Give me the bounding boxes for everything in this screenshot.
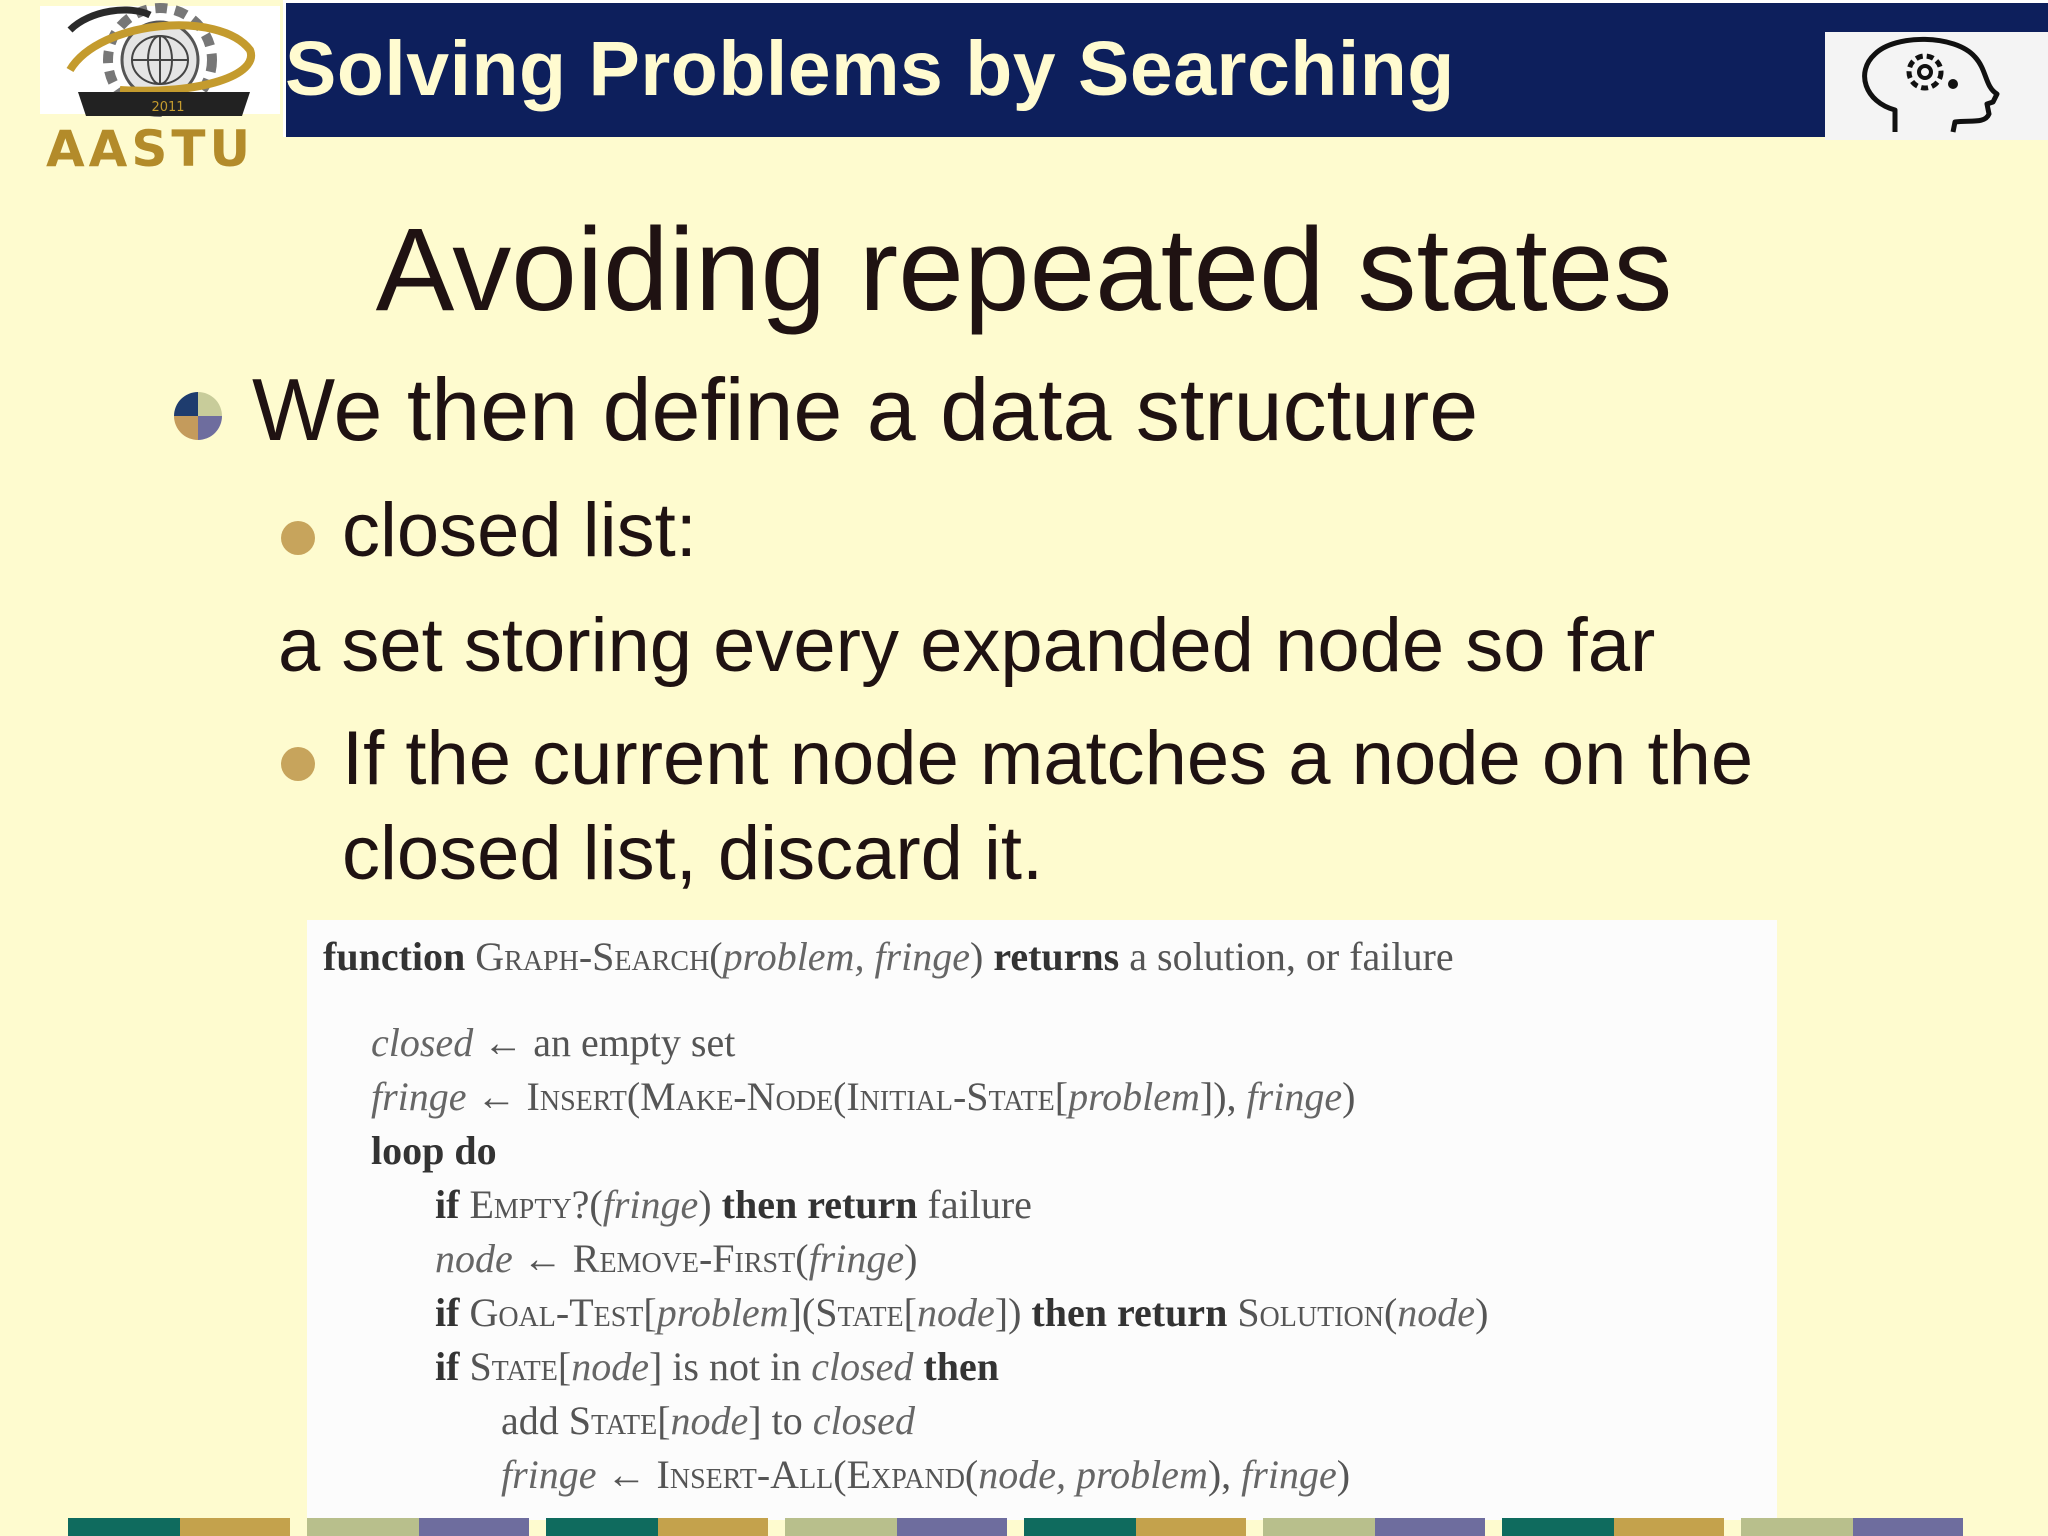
slide-title: Avoiding repeated states: [375, 204, 1673, 336]
footer-segment: [897, 1518, 1007, 1536]
footer-segment: [1502, 1518, 1614, 1536]
algo-line-4: loop do: [371, 1128, 497, 1173]
algo-line-3: fringe ← Insert(Make-Node(Initial-State[problem]), fringe): [371, 1074, 1356, 1119]
brain-gear-icon: [1825, 32, 2048, 140]
footer-segment: [68, 1518, 180, 1536]
logo-seal-year: 2011: [151, 100, 185, 115]
footer-color-strip: [0, 1518, 2048, 1536]
footer-segment: [1741, 1518, 1853, 1536]
algo-line-10: fringe ← Insert-All(Expand(node, problem), fringe): [501, 1452, 1351, 1497]
closed-list-definition: a set storing every expanded node so far: [278, 603, 1656, 688]
footer-segment: [546, 1518, 658, 1536]
algo-line-7: if Goal-Test[problem](State[node]) then return Solution(node): [435, 1290, 1489, 1335]
footer-segment: [785, 1518, 897, 1536]
footer-segment: [1853, 1518, 1963, 1536]
algo-line-6: node ← Remove-First(fringe): [435, 1236, 918, 1281]
algo-line-9: add State[node] to closed: [501, 1398, 915, 1443]
algo-line-8: if State[node] is not in closed then: [435, 1344, 999, 1389]
bullet-match-line2: closed list, discard it.: [342, 811, 1044, 896]
footer-segment: [1136, 1518, 1246, 1536]
footer-segment: [307, 1518, 419, 1536]
algo-line-1: function Graph-Search(problem, fringe) returns a solution, or failure: [323, 934, 1454, 979]
logo-text: AASTU: [45, 120, 255, 172]
header-title: Solving Problems by Searching: [285, 26, 1455, 112]
algo-line-5: if Empty?(fringe) then return failure: [435, 1182, 1032, 1227]
footer-segment: [180, 1518, 290, 1536]
footer-segment: [419, 1518, 529, 1536]
bullet-dot-icon: [281, 747, 315, 781]
quadrant-bullet-icon: [172, 390, 224, 442]
algo-line-2: closed ← an empty set: [371, 1020, 736, 1065]
graph-search-algorithm: [307, 920, 1777, 1520]
bullet-closed-list: closed list:: [342, 488, 697, 573]
footer-segment: [1375, 1518, 1485, 1536]
bullet-dot-icon: [281, 521, 315, 555]
footer-segment: [1614, 1518, 1724, 1536]
footer-segment: [1263, 1518, 1375, 1536]
bullet-match-line1: If the current node matches a node on the: [342, 716, 1754, 801]
aastu-logo: [0, 0, 310, 172]
bullet-main: We then define a data structure: [252, 360, 1479, 459]
footer-segment: [1024, 1518, 1136, 1536]
footer-segment: [658, 1518, 768, 1536]
